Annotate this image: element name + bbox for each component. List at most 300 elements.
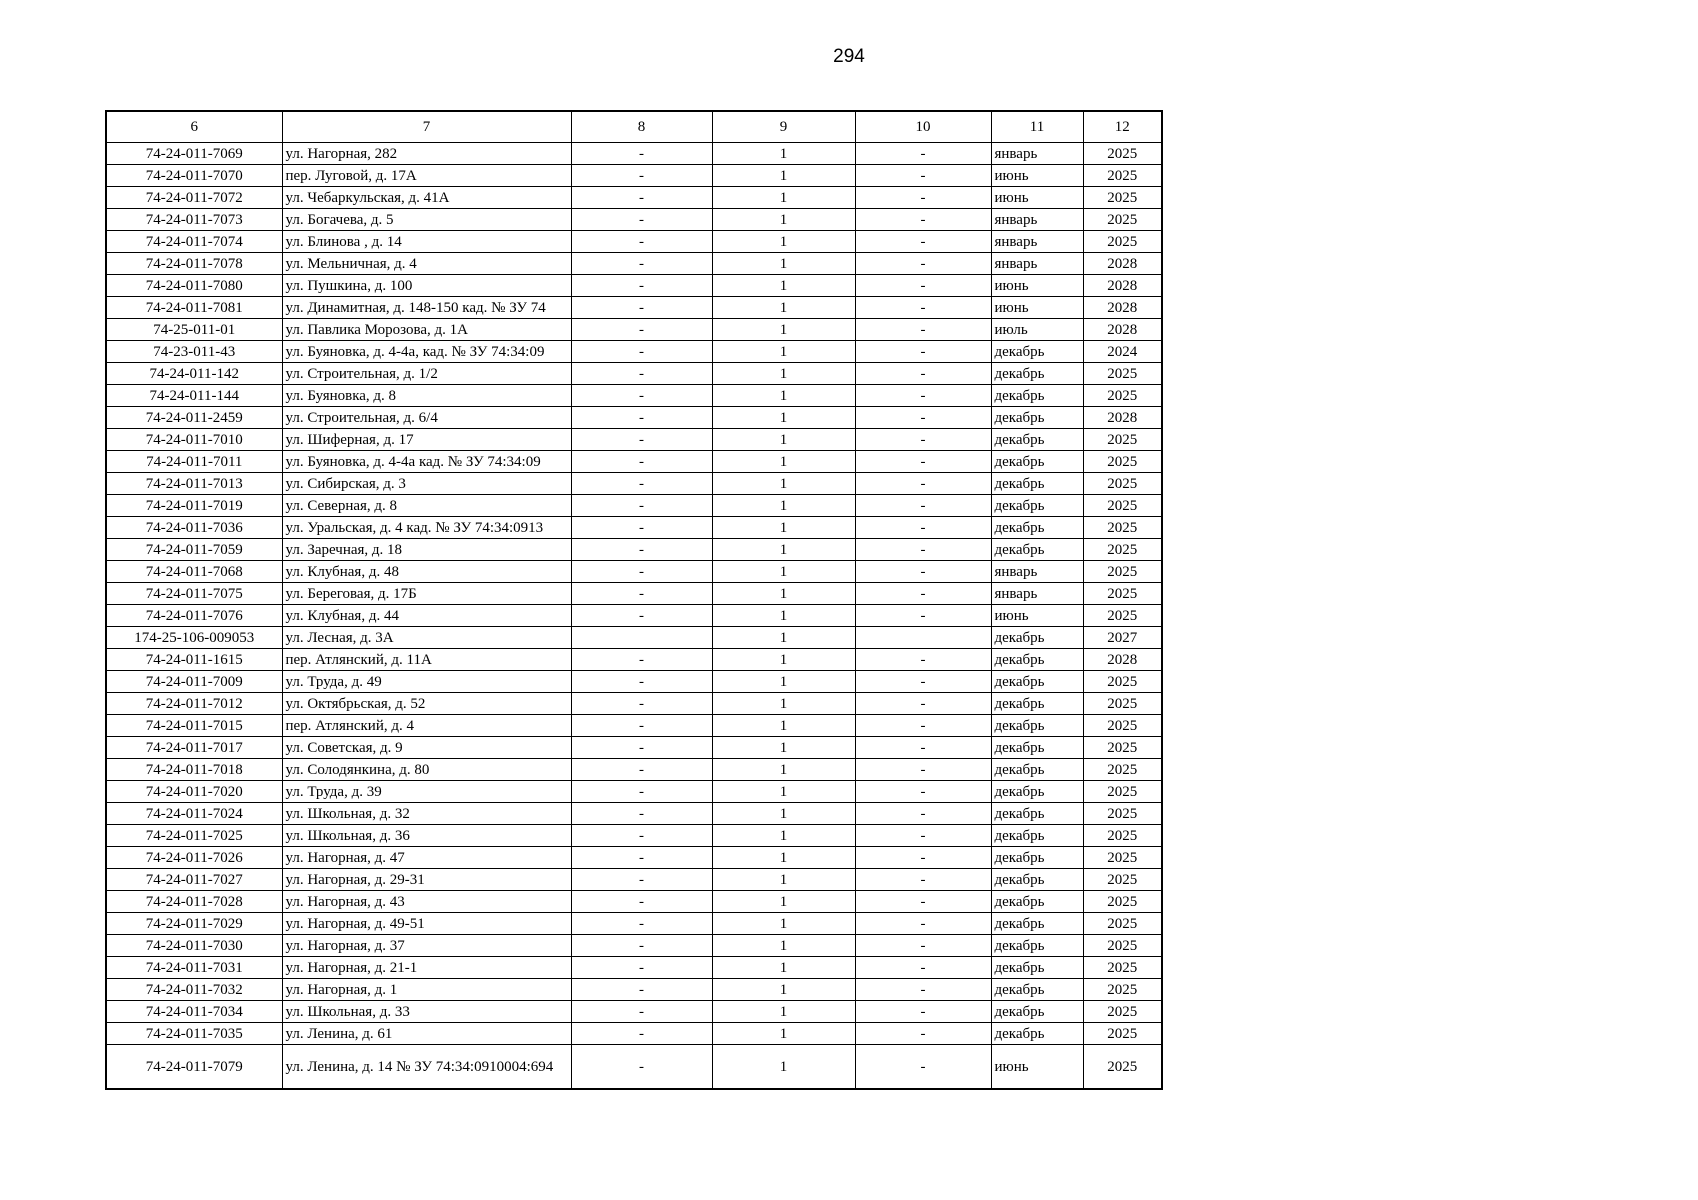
column-10-cell: -	[855, 209, 991, 231]
year-cell: 2025	[1083, 693, 1162, 715]
column-8-cell: -	[571, 935, 712, 957]
table-row	[106, 979, 1162, 1001]
year-cell: 2025	[1083, 451, 1162, 473]
quantity-cell: 1	[712, 649, 855, 671]
address-cell: ул. Труда, д. 49	[282, 671, 571, 693]
column-10-cell: -	[855, 979, 991, 1001]
table-row	[106, 517, 1162, 539]
cadastral-number-cell: 74-24-011-7020	[106, 781, 282, 803]
address-cell: ул. Заречная, д. 18	[282, 539, 571, 561]
column-10-cell: -	[855, 583, 991, 605]
table-row	[106, 451, 1162, 473]
year-cell: 2025	[1083, 759, 1162, 781]
month-cell: январь	[991, 209, 1083, 231]
quantity-cell: 1	[712, 319, 855, 341]
year-cell: 2025	[1083, 143, 1162, 165]
quantity-cell: 1	[712, 825, 855, 847]
month-cell: декабрь	[991, 385, 1083, 407]
address-cell: ул. Строительная, д. 6/4	[282, 407, 571, 429]
cadastral-number-cell: 74-24-011-7070	[106, 165, 282, 187]
month-cell: декабрь	[991, 341, 1083, 363]
table-row	[106, 385, 1162, 407]
table-header-row	[106, 111, 1162, 143]
address-cell: пер. Атлянский, д. 11А	[282, 649, 571, 671]
year-cell: 2025	[1083, 671, 1162, 693]
table-row	[106, 957, 1162, 979]
column-10-cell: -	[855, 935, 991, 957]
column-8-cell: -	[571, 517, 712, 539]
address-cell: ул. Нагорная, д. 49-51	[282, 913, 571, 935]
column-10-cell: -	[855, 539, 991, 561]
address-cell: ул. Блинова , д. 14	[282, 231, 571, 253]
month-cell: декабрь	[991, 803, 1083, 825]
column-header: 8	[571, 111, 712, 143]
table-row	[106, 495, 1162, 517]
table-row	[106, 891, 1162, 913]
cadastral-number-cell: 74-24-011-2459	[106, 407, 282, 429]
year-cell: 2028	[1083, 319, 1162, 341]
quantity-cell: 1	[712, 847, 855, 869]
cadastral-number-cell: 74-24-011-7024	[106, 803, 282, 825]
cadastral-number-cell: 74-24-011-7028	[106, 891, 282, 913]
month-cell: декабрь	[991, 935, 1083, 957]
cadastral-number-cell: 74-24-011-7018	[106, 759, 282, 781]
column-8-cell: -	[571, 671, 712, 693]
quantity-cell: 1	[712, 913, 855, 935]
column-8-cell: -	[571, 561, 712, 583]
quantity-cell: 1	[712, 1001, 855, 1023]
month-cell: декабрь	[991, 869, 1083, 891]
quantity-cell: 1	[712, 297, 855, 319]
address-cell: ул. Пушкина, д. 100	[282, 275, 571, 297]
year-cell: 2025	[1083, 539, 1162, 561]
year-cell: 2025	[1083, 583, 1162, 605]
column-8-cell: -	[571, 429, 712, 451]
table-row	[106, 1023, 1162, 1045]
quantity-cell: 1	[712, 429, 855, 451]
column-8-cell: -	[571, 253, 712, 275]
month-cell: июнь	[991, 605, 1083, 627]
month-cell: декабрь	[991, 781, 1083, 803]
column-8-cell: -	[571, 187, 712, 209]
address-cell: ул. Нагорная, д. 1	[282, 979, 571, 1001]
address-cell: ул. Береговая, д. 17Б	[282, 583, 571, 605]
column-10-cell: -	[855, 649, 991, 671]
table-row	[106, 539, 1162, 561]
column-8-cell: -	[571, 781, 712, 803]
cadastral-number-cell: 74-24-011-7068	[106, 561, 282, 583]
column-8-cell: -	[571, 803, 712, 825]
cadastral-number-cell: 74-24-011-7035	[106, 1023, 282, 1045]
quantity-cell: 1	[712, 759, 855, 781]
month-cell: июнь	[991, 187, 1083, 209]
month-cell: январь	[991, 583, 1083, 605]
column-8-cell: -	[571, 231, 712, 253]
year-cell: 2025	[1083, 803, 1162, 825]
column-10-cell: -	[855, 451, 991, 473]
column-10-cell: -	[855, 869, 991, 891]
table-row	[106, 825, 1162, 847]
month-cell: декабрь	[991, 363, 1083, 385]
table-row	[106, 429, 1162, 451]
table-row	[106, 781, 1162, 803]
quantity-cell: 1	[712, 407, 855, 429]
cadastral-number-cell: 74-24-011-7017	[106, 737, 282, 759]
cadastral-number-cell: 74-24-011-7009	[106, 671, 282, 693]
page-number: 294	[833, 46, 865, 67]
column-10-cell: -	[855, 671, 991, 693]
column-8-cell: -	[571, 275, 712, 297]
month-cell: январь	[991, 561, 1083, 583]
month-cell: июнь	[991, 1045, 1083, 1090]
quantity-cell: 1	[712, 957, 855, 979]
cadastral-number-cell: 74-24-011-7078	[106, 253, 282, 275]
year-cell: 2025	[1083, 913, 1162, 935]
year-cell: 2025	[1083, 429, 1162, 451]
column-10-cell: -	[855, 385, 991, 407]
column-10-cell: -	[855, 275, 991, 297]
column-10-cell: -	[855, 165, 991, 187]
column-10-cell: -	[855, 473, 991, 495]
month-cell: июнь	[991, 297, 1083, 319]
column-10-cell: -	[855, 605, 991, 627]
table-row	[106, 319, 1162, 341]
column-8-cell: -	[571, 473, 712, 495]
table-row	[106, 253, 1162, 275]
address-cell: ул. Советская, д. 9	[282, 737, 571, 759]
cadastral-number-cell: 74-24-011-7032	[106, 979, 282, 1001]
address-cell: ул. Ленина, д. 61	[282, 1023, 571, 1045]
cadastral-number-cell: 74-24-011-7012	[106, 693, 282, 715]
address-cell: ул. Динамитная, д. 148-150 кад. № ЗУ 74	[282, 297, 571, 319]
column-10-cell: -	[855, 781, 991, 803]
month-cell: июнь	[991, 275, 1083, 297]
table-row	[106, 363, 1162, 385]
address-cell: ул. Строительная, д. 1/2	[282, 363, 571, 385]
table-row	[106, 759, 1162, 781]
year-cell: 2025	[1083, 517, 1162, 539]
address-cell: ул. Павлика Морозова, д. 1А	[282, 319, 571, 341]
column-8-cell: -	[571, 495, 712, 517]
quantity-cell: 1	[712, 935, 855, 957]
cadastral-number-cell: 74-24-011-7076	[106, 605, 282, 627]
table-row	[106, 1045, 1162, 1090]
month-cell: декабрь	[991, 847, 1083, 869]
column-10-cell: -	[855, 847, 991, 869]
table-row	[106, 297, 1162, 319]
year-cell: 2025	[1083, 781, 1162, 803]
column-10-cell: -	[855, 1023, 991, 1045]
cadastral-number-cell: 74-24-011-7011	[106, 451, 282, 473]
column-8-cell: -	[571, 1045, 712, 1090]
column-10-cell: -	[855, 495, 991, 517]
column-8-cell: -	[571, 759, 712, 781]
month-cell: декабрь	[991, 451, 1083, 473]
quantity-cell: 1	[712, 715, 855, 737]
column-10-cell: -	[855, 957, 991, 979]
month-cell: декабрь	[991, 1001, 1083, 1023]
address-cell: ул. Клубная, д. 44	[282, 605, 571, 627]
column-8-cell: -	[571, 451, 712, 473]
month-cell: январь	[991, 253, 1083, 275]
quantity-cell: 1	[712, 539, 855, 561]
year-cell: 2025	[1083, 605, 1162, 627]
column-8-cell: -	[571, 583, 712, 605]
table-row	[106, 165, 1162, 187]
year-cell: 2025	[1083, 187, 1162, 209]
table-row	[106, 869, 1162, 891]
quantity-cell: 1	[712, 209, 855, 231]
cadastral-number-cell: 74-24-011-7010	[106, 429, 282, 451]
cadastral-number-cell: 74-24-011-1615	[106, 649, 282, 671]
table-row	[106, 407, 1162, 429]
quantity-cell: 1	[712, 781, 855, 803]
table-row	[106, 209, 1162, 231]
column-header: 6	[106, 111, 282, 143]
data-table	[105, 110, 1163, 1090]
year-cell: 2025	[1083, 165, 1162, 187]
cadastral-number-cell: 74-24-011-7025	[106, 825, 282, 847]
month-cell: декабрь	[991, 671, 1083, 693]
column-8-cell: -	[571, 979, 712, 1001]
column-10-cell: -	[855, 231, 991, 253]
column-10-cell: -	[855, 1001, 991, 1023]
table-row	[106, 605, 1162, 627]
month-cell: декабрь	[991, 649, 1083, 671]
column-8-cell: -	[571, 1023, 712, 1045]
month-cell: декабрь	[991, 825, 1083, 847]
column-8-cell: -	[571, 869, 712, 891]
month-cell: декабрь	[991, 979, 1083, 1001]
quantity-cell: 1	[712, 253, 855, 275]
table-row	[106, 913, 1162, 935]
address-cell: ул. Буяновка, д. 4-4а, кад. № ЗУ 74:34:09	[282, 341, 571, 363]
year-cell: 2025	[1083, 209, 1162, 231]
year-cell: 2025	[1083, 1045, 1162, 1090]
year-cell: 2028	[1083, 649, 1162, 671]
cadastral-number-cell: 74-24-011-7081	[106, 297, 282, 319]
column-10-cell: -	[855, 561, 991, 583]
cadastral-number-cell: 74-24-011-7013	[106, 473, 282, 495]
cadastral-number-cell: 74-24-011-7059	[106, 539, 282, 561]
year-cell: 2025	[1083, 957, 1162, 979]
month-cell: декабрь	[991, 715, 1083, 737]
quantity-cell: 1	[712, 143, 855, 165]
table-row	[106, 187, 1162, 209]
month-cell: январь	[991, 143, 1083, 165]
address-cell: ул. Богачева, д. 5	[282, 209, 571, 231]
quantity-cell: 1	[712, 385, 855, 407]
address-cell: ул. Северная, д. 8	[282, 495, 571, 517]
address-cell: ул. Школьная, д. 33	[282, 1001, 571, 1023]
table-row	[106, 583, 1162, 605]
cadastral-number-cell: 74-24-011-144	[106, 385, 282, 407]
cadastral-number-cell: 174-25-106-009053	[106, 627, 282, 649]
column-8-cell: -	[571, 891, 712, 913]
cadastral-number-cell: 74-24-011-7069	[106, 143, 282, 165]
cadastral-number-cell: 74-25-011-01	[106, 319, 282, 341]
address-cell: ул. Нагорная, д. 21-1	[282, 957, 571, 979]
month-cell: январь	[991, 231, 1083, 253]
address-cell: ул. Буяновка, д. 4-4а кад. № ЗУ 74:34:09	[282, 451, 571, 473]
quantity-cell: 1	[712, 671, 855, 693]
quantity-cell: 1	[712, 495, 855, 517]
year-cell: 2025	[1083, 935, 1162, 957]
year-cell: 2025	[1083, 847, 1162, 869]
column-10-cell: -	[855, 1045, 991, 1090]
cadastral-number-cell: 74-24-011-7029	[106, 913, 282, 935]
column-10-cell: -	[855, 407, 991, 429]
column-10-cell: -	[855, 429, 991, 451]
cadastral-number-cell: 74-23-011-43	[106, 341, 282, 363]
month-cell: декабрь	[991, 957, 1083, 979]
column-10-cell: -	[855, 803, 991, 825]
month-cell: декабрь	[991, 495, 1083, 517]
column-8-cell: -	[571, 825, 712, 847]
cadastral-number-cell: 74-24-011-7079	[106, 1045, 282, 1090]
quantity-cell: 1	[712, 561, 855, 583]
cadastral-number-cell: 74-24-011-7015	[106, 715, 282, 737]
quantity-cell: 1	[712, 1023, 855, 1045]
year-cell: 2028	[1083, 253, 1162, 275]
column-10-cell: -	[855, 319, 991, 341]
column-8-cell: -	[571, 737, 712, 759]
year-cell: 2025	[1083, 363, 1162, 385]
address-cell: ул. Клубная, д. 48	[282, 561, 571, 583]
address-cell: ул. Лесная, д. 3А	[282, 627, 571, 649]
month-cell: июнь	[991, 165, 1083, 187]
cadastral-number-cell: 74-24-011-7026	[106, 847, 282, 869]
month-cell: декабрь	[991, 759, 1083, 781]
month-cell: декабрь	[991, 891, 1083, 913]
month-cell: декабрь	[991, 473, 1083, 495]
quantity-cell: 1	[712, 275, 855, 297]
table-row	[106, 473, 1162, 495]
table-row	[106, 231, 1162, 253]
address-cell: ул. Октябрьская, д. 52	[282, 693, 571, 715]
cadastral-number-cell: 74-24-011-7073	[106, 209, 282, 231]
table-row	[106, 715, 1162, 737]
quantity-cell: 1	[712, 451, 855, 473]
column-8-cell: -	[571, 143, 712, 165]
year-cell: 2028	[1083, 297, 1162, 319]
year-cell: 2025	[1083, 1001, 1162, 1023]
table-row	[106, 649, 1162, 671]
cadastral-number-cell: 74-24-011-7034	[106, 1001, 282, 1023]
column-8-cell: -	[571, 1001, 712, 1023]
address-cell: ул. Ленина, д. 14 № ЗУ 74:34:0910004:694	[282, 1045, 571, 1090]
year-cell: 2025	[1083, 1023, 1162, 1045]
quantity-cell: 1	[712, 187, 855, 209]
month-cell: декабрь	[991, 1023, 1083, 1045]
address-cell: ул. Нагорная, д. 29-31	[282, 869, 571, 891]
table-row	[106, 627, 1162, 649]
quantity-cell: 1	[712, 341, 855, 363]
year-cell: 2025	[1083, 737, 1162, 759]
column-8-cell: -	[571, 363, 712, 385]
address-cell: ул. Нагорная, д. 47	[282, 847, 571, 869]
cadastral-number-cell: 74-24-011-7074	[106, 231, 282, 253]
month-cell: декабрь	[991, 693, 1083, 715]
column-8-cell: -	[571, 341, 712, 363]
table-row	[106, 671, 1162, 693]
address-cell: ул. Чебаркульская, д. 41А	[282, 187, 571, 209]
table-row	[106, 1001, 1162, 1023]
column-8-cell: -	[571, 913, 712, 935]
year-cell: 2025	[1083, 715, 1162, 737]
column-8-cell: -	[571, 649, 712, 671]
address-cell: ул. Уральская, д. 4 кад. № ЗУ 74:34:0913	[282, 517, 571, 539]
address-cell: ул. Шиферная, д. 17	[282, 429, 571, 451]
quantity-cell: 1	[712, 979, 855, 1001]
year-cell: 2024	[1083, 341, 1162, 363]
column-8-cell: -	[571, 847, 712, 869]
address-cell: ул. Сибирская, д. 3	[282, 473, 571, 495]
quantity-cell: 1	[712, 627, 855, 649]
month-cell: декабрь	[991, 913, 1083, 935]
column-10-cell: -	[855, 297, 991, 319]
column-10-cell	[855, 627, 991, 649]
year-cell: 2025	[1083, 825, 1162, 847]
column-8-cell: -	[571, 165, 712, 187]
column-8-cell: -	[571, 605, 712, 627]
address-cell: ул. Нагорная, д. 37	[282, 935, 571, 957]
table-row	[106, 847, 1162, 869]
cadastral-number-cell: 74-24-011-7031	[106, 957, 282, 979]
column-10-cell: -	[855, 693, 991, 715]
year-cell: 2028	[1083, 275, 1162, 297]
column-8-cell: -	[571, 209, 712, 231]
column-10-cell: -	[855, 143, 991, 165]
month-cell: июль	[991, 319, 1083, 341]
column-10-cell: -	[855, 737, 991, 759]
quantity-cell: 1	[712, 605, 855, 627]
column-8-cell: -	[571, 297, 712, 319]
column-10-cell: -	[855, 913, 991, 935]
column-10-cell: -	[855, 715, 991, 737]
column-10-cell: -	[855, 187, 991, 209]
table-row	[106, 803, 1162, 825]
cadastral-number-cell: 74-24-011-7072	[106, 187, 282, 209]
year-cell: 2025	[1083, 473, 1162, 495]
address-cell: ул. Солодянкина, д. 80	[282, 759, 571, 781]
year-cell: 2025	[1083, 869, 1162, 891]
year-cell: 2025	[1083, 891, 1162, 913]
year-cell: 2025	[1083, 561, 1162, 583]
quantity-cell: 1	[712, 1045, 855, 1090]
column-8-cell: -	[571, 319, 712, 341]
month-cell: декабрь	[991, 627, 1083, 649]
address-cell: пер. Атлянский, д. 4	[282, 715, 571, 737]
year-cell: 2028	[1083, 407, 1162, 429]
table-row	[106, 143, 1162, 165]
column-header: 12	[1083, 111, 1162, 143]
address-cell: ул. Нагорная, д. 43	[282, 891, 571, 913]
quantity-cell: 1	[712, 803, 855, 825]
quantity-cell: 1	[712, 891, 855, 913]
column-8-cell: -	[571, 715, 712, 737]
address-cell: ул. Школьная, д. 32	[282, 803, 571, 825]
table-row	[106, 737, 1162, 759]
quantity-cell: 1	[712, 583, 855, 605]
table-row	[106, 561, 1162, 583]
column-header: 7	[282, 111, 571, 143]
address-cell: ул. Труда, д. 39	[282, 781, 571, 803]
column-8-cell: -	[571, 385, 712, 407]
month-cell: декабрь	[991, 737, 1083, 759]
quantity-cell: 1	[712, 473, 855, 495]
month-cell: декабрь	[991, 539, 1083, 561]
